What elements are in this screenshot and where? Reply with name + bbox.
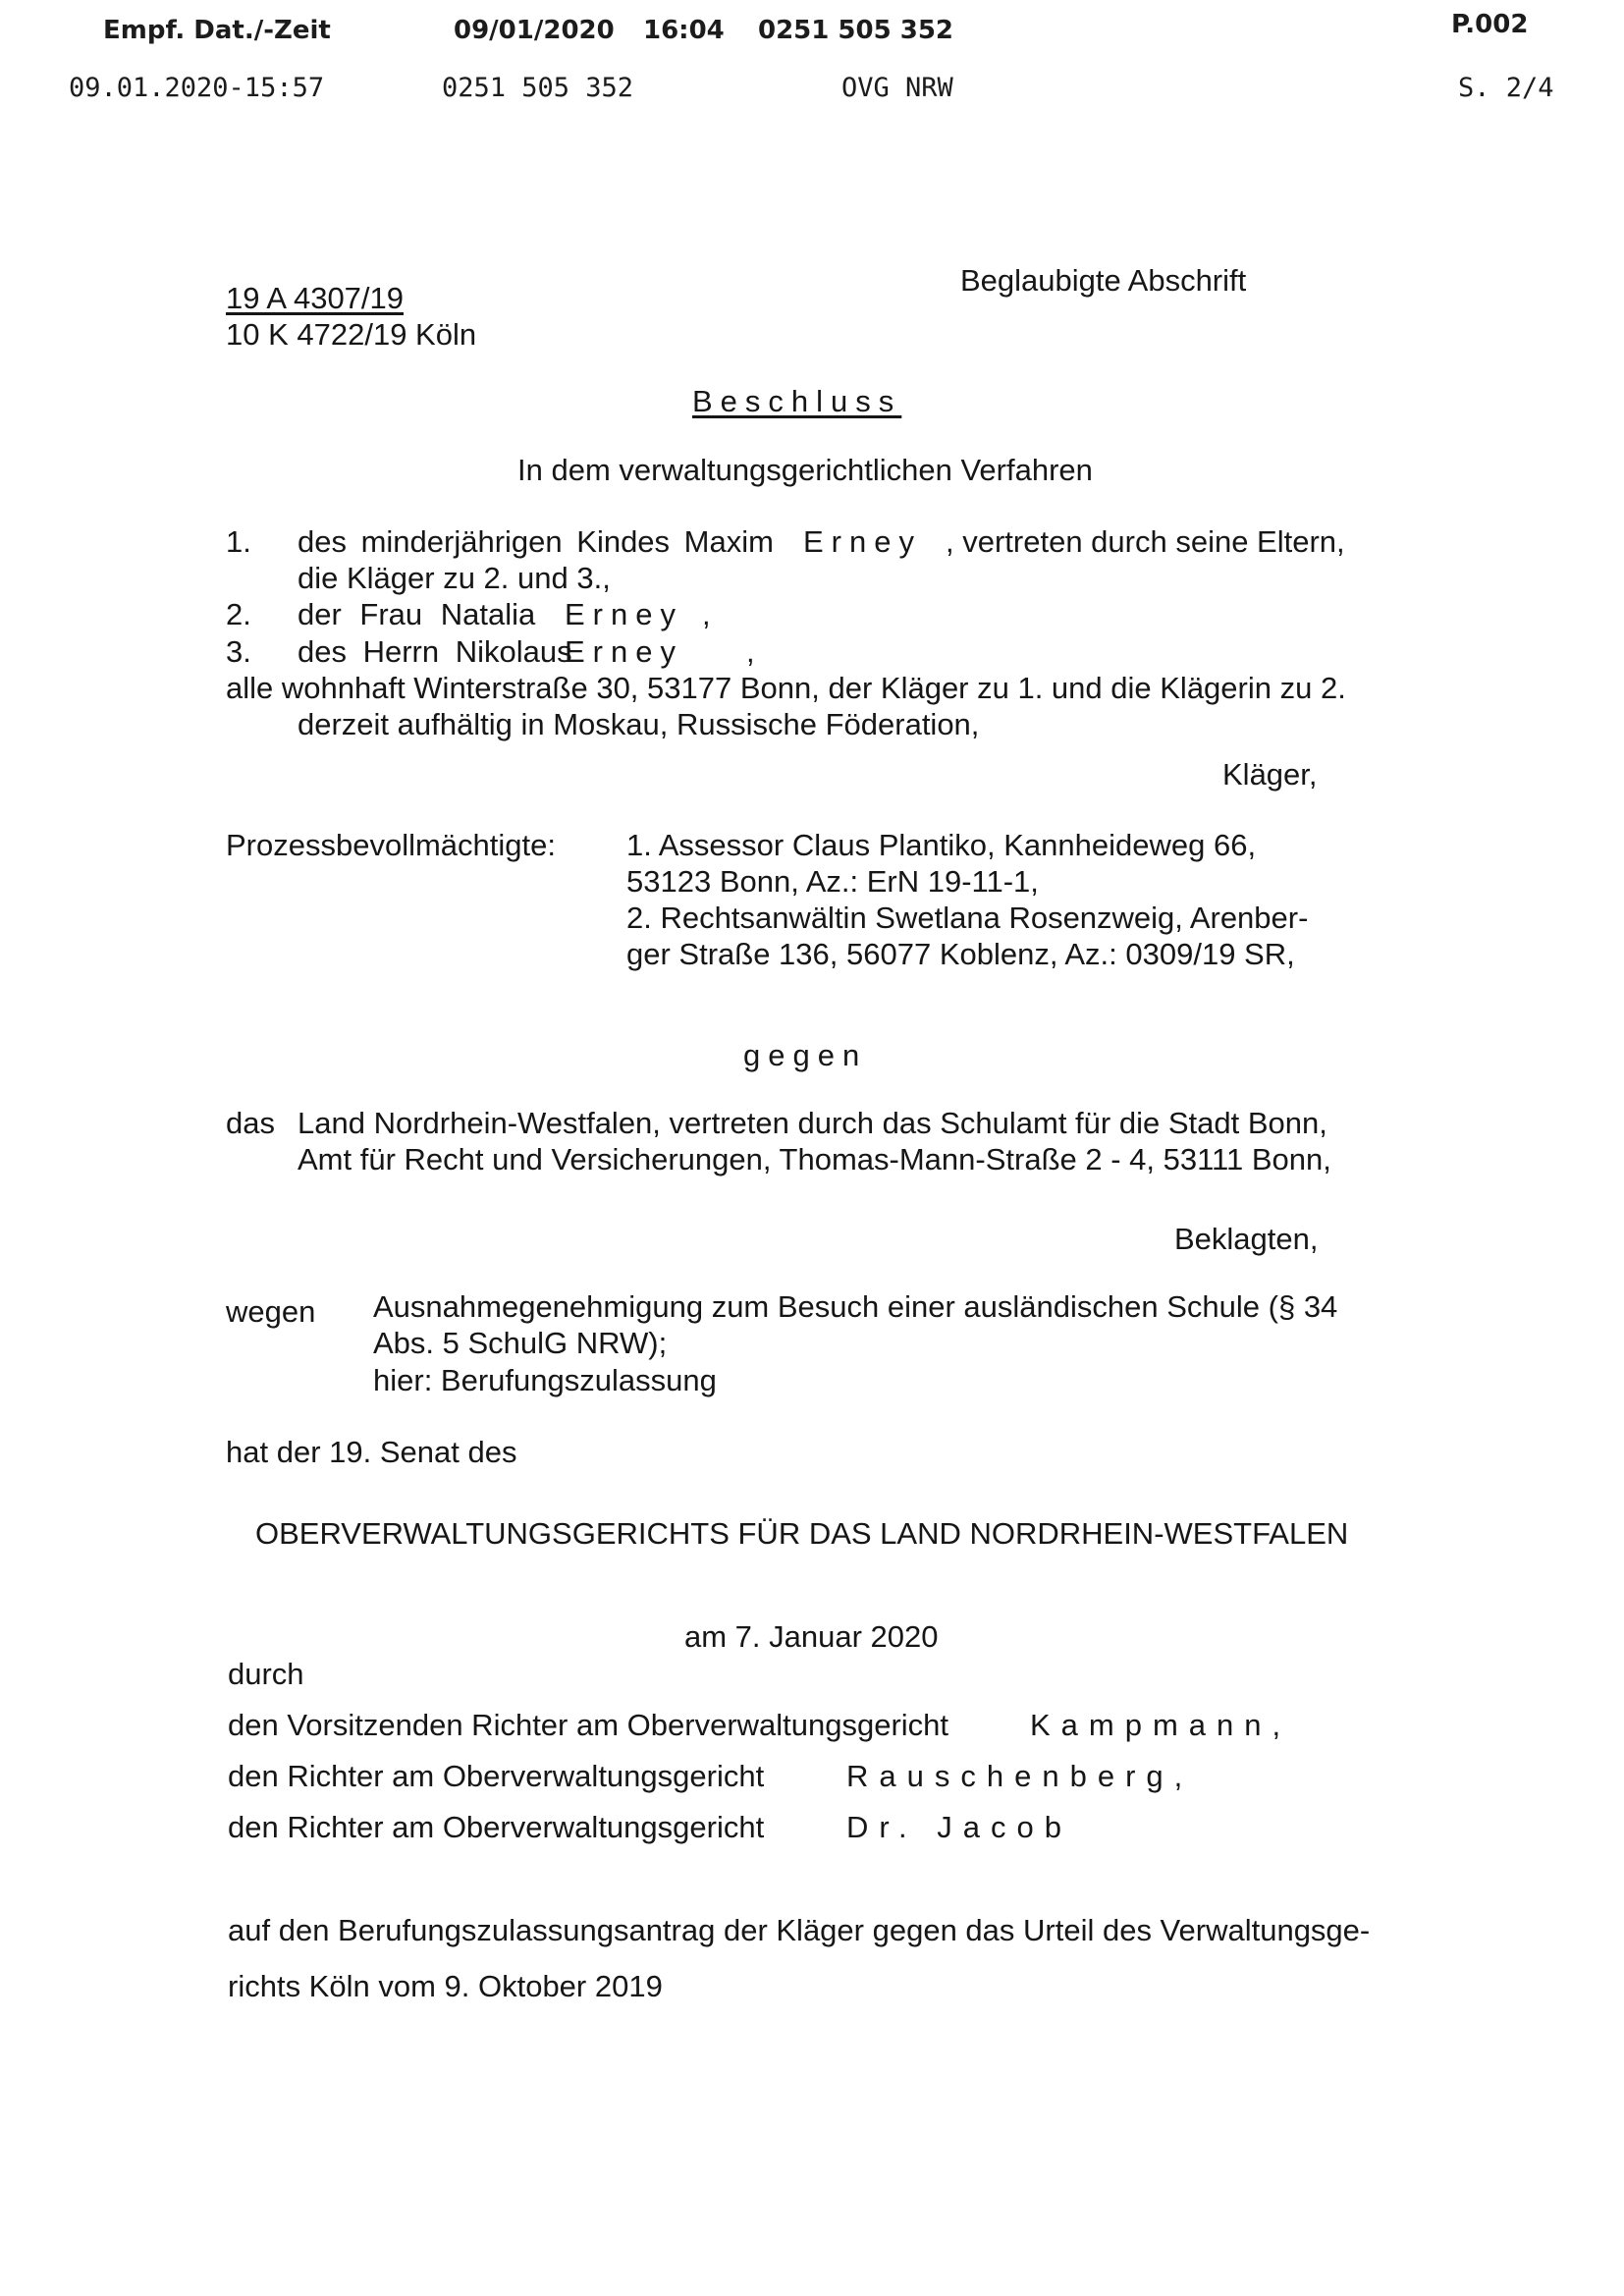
counsel-line: 53123 Bonn, Az.: ErN 19-11-1,: [626, 864, 1039, 899]
party-text: des minderjährigen Kindes Maxim: [298, 524, 774, 559]
party-surname: Erney: [803, 524, 922, 559]
subject-line: hier: Berufungszulassung: [373, 1363, 717, 1397]
defendant-role: Beklagten,: [1174, 1222, 1319, 1256]
residence-line: alle wohnhaft Winterstraße 30, 53177 Bonn, der Kläger zu 1. und die Klägerin zu 2.: [226, 671, 1346, 705]
certified-copy-note: Beglaubigte Abschrift: [960, 263, 1247, 298]
party-text: der Frau Natalia: [298, 597, 536, 631]
case-number-vg: 10 K 4722/19 Köln: [226, 317, 477, 352]
fax-send-number: 0251 505 352: [442, 73, 634, 103]
intro-line: In dem verwaltungsgerichtlichen Verfahren: [517, 453, 1093, 487]
court-name: OBERVERWALTUNGSGERICHTS FÜR DAS LAND NORDRHEIN-WESTFALEN: [255, 1516, 1349, 1551]
judge-role: den Richter am Oberverwaltungsgericht: [228, 1759, 765, 1793]
against-label: gegen: [743, 1038, 868, 1072]
subject-line: Ausnahmegenehmigung zum Besuch einer ausländischen Schule (§ 34: [373, 1289, 1338, 1324]
closing-line: richts Köln vom 9. Oktober 2019: [228, 1969, 663, 2003]
party-suffix: , vertreten durch seine Eltern,: [946, 524, 1345, 559]
party-suffix: ,: [746, 634, 755, 669]
counsel-line: 1. Assessor Claus Plantiko, Kannheideweg 66,: [626, 828, 1257, 862]
party-surname: Erney: [565, 597, 683, 631]
party-surname: Erney: [565, 634, 683, 669]
fax-send-page: S. 2/4: [1458, 73, 1554, 103]
judge-role: den Vorsitzenden Richter am Oberverwaltungsgericht: [228, 1708, 949, 1742]
plaintiff-role: Kläger,: [1222, 757, 1318, 792]
judge-role: den Richter am Oberverwaltungsgericht: [228, 1810, 765, 1844]
fax-receive-label: Empf. Dat./-Zeit: [103, 16, 331, 45]
party-suffix: ,: [702, 597, 711, 631]
party-number: 1.: [226, 524, 251, 559]
judge-name: Dr. Jacob: [846, 1810, 1072, 1844]
judge-name: Rauschenberg,: [846, 1759, 1194, 1793]
fax-send-datetime: 09.01.2020-15:57: [69, 73, 325, 103]
closing-line: auf den Berufungszulassungsantrag der Kläger gegen das Urteil des Verwaltungsge-: [228, 1913, 1371, 1947]
defendant-line: Amt für Recht und Versicherungen, Thomas-Mann-Straße 2 - 4, 53111 Bonn,: [298, 1142, 1331, 1176]
subject-line: Abs. 5 SchulG NRW);: [373, 1326, 668, 1360]
decision-date: am 7. Januar 2020: [684, 1619, 939, 1654]
fax-receive-time: 16:04: [643, 16, 725, 45]
counsel-line: ger Straße 136, 56077 Koblenz, Az.: 0309/19 SR,: [626, 937, 1295, 971]
fax-receive-number: 0251 505 352: [758, 16, 954, 45]
party-continuation: die Kläger zu 2. und 3.,: [298, 561, 611, 595]
counsel-label: Prozessbevollmächtigte:: [226, 828, 556, 862]
document-title: Beschluss: [692, 384, 902, 418]
defendant-line: Land Nordrhein-Westfalen, vertreten durch das Schulamt für die Stadt Bonn,: [298, 1106, 1327, 1140]
party-number: 3.: [226, 634, 251, 669]
party-number: 2.: [226, 597, 251, 631]
fax-receive-page: P.002: [1451, 10, 1529, 39]
fax-sender-id: OVG NRW: [841, 73, 953, 103]
counsel-line: 2. Rechtsanwältin Swetlana Rosenzweig, Arenber-: [626, 901, 1309, 935]
senate-line: hat der 19. Senat des: [226, 1435, 517, 1469]
case-number-ovg: 19 A 4307/19: [226, 281, 405, 315]
fax-receive-date: 09/01/2020: [454, 16, 615, 45]
through-label: durch: [228, 1657, 304, 1691]
judge-name: Kampmann,: [1030, 1708, 1292, 1742]
subject-label: wegen: [226, 1294, 316, 1329]
defendant-prefix: das: [226, 1106, 275, 1140]
party-text: des Herrn Nikolaus: [298, 634, 572, 669]
residence-line: derzeit aufhältig in Moskau, Russische Föderation,: [298, 707, 980, 741]
